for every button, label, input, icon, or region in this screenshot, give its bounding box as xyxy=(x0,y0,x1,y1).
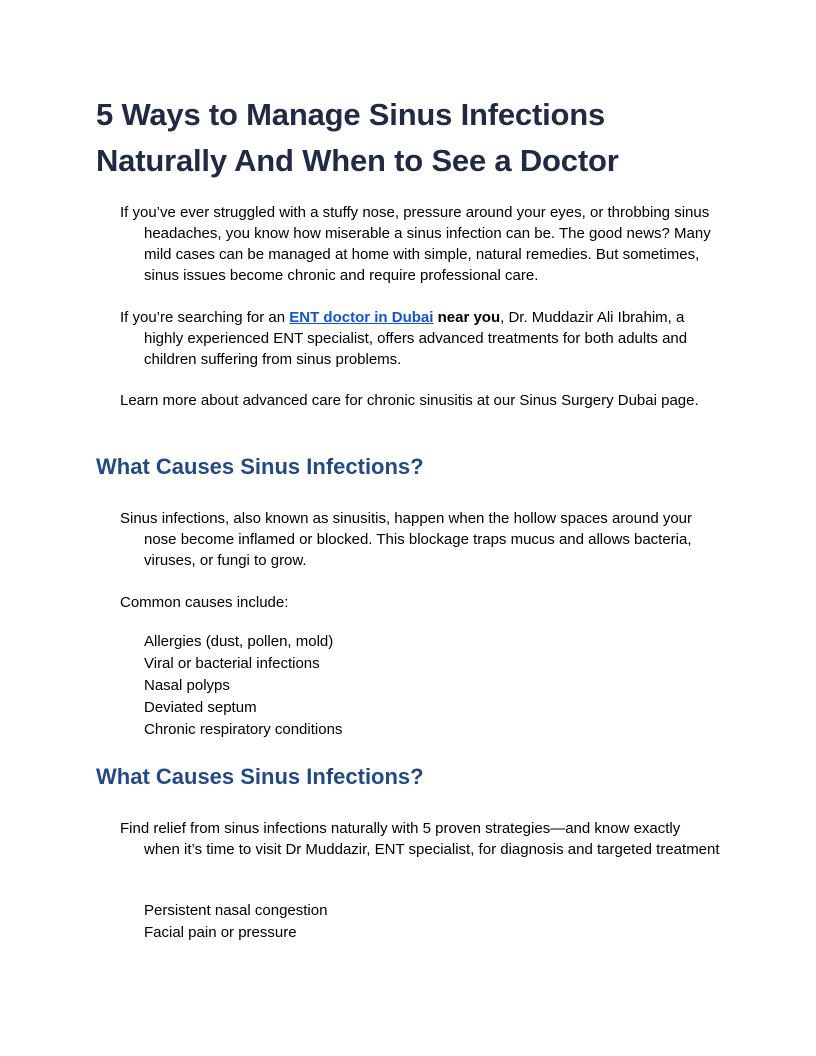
ent-doctor-dubai-link[interactable]: ENT doctor in Dubai xyxy=(289,309,434,326)
intro-paragraph-3: Learn more about advanced care for chronic sinusitis at our Sinus Surgery Dubai page. xyxy=(120,392,699,409)
list-item: Nasal polyps xyxy=(144,677,230,694)
list-item: Chronic respiratory conditions xyxy=(144,721,343,738)
intro-paragraph-2-bold: near you xyxy=(433,309,501,326)
list-item: Viral or bacterial infections xyxy=(144,655,320,672)
section-2-paragraph-1: Find relief from sinus infections naturally with 5 proven strategies—and know exactly when it’s time to visit Dr Muddazir, ENT specialist, for diagnosis and targeted treatment xyxy=(120,820,720,858)
section-2-heading: What Causes Sinus Infections? xyxy=(96,764,424,789)
section-1-heading: What Causes Sinus Infections? xyxy=(96,454,424,479)
intro-paragraph-2-before: If you’re searching for an xyxy=(120,309,290,326)
causes-list xyxy=(144,631,342,741)
list-item: Deviated septum xyxy=(144,699,257,716)
section-1-paragraph-1: Sinus infections, also known as sinusitis, happen when the hollow spaces around your nose become inflamed or blocked. This blockage traps mucus and allows bacteria, viruses, or fungi to grow. xyxy=(120,510,693,569)
list-item: Persistent nasal congestion xyxy=(144,902,328,919)
list-item: Facial pain or pressure xyxy=(144,924,297,941)
intro-paragraph-2 xyxy=(120,307,720,370)
symptoms-list xyxy=(144,900,327,944)
list-item: Allergies (dust, pollen, mold) xyxy=(144,633,334,650)
intro-paragraph-1: If you’ve ever struggled with a stuffy nose, pressure around your eyes, or throbbing sinus headaches, you know how miserable a sinus infection can be. The good news? Many mild cases can be managed at home with simple, natural remedies. But sometimes, sinus issues become chronic and require professional care. xyxy=(120,204,711,284)
section-1-paragraph-2: Common causes include: xyxy=(120,594,289,611)
page-title: 5 Ways to Manage Sinus Infections Naturally And When to See a Doctor xyxy=(96,97,619,178)
intro-paragraph-2-after: , Dr. Muddazir Ali Ibrahim, a highly experienced ENT specialist, offers advanced treatments for both adults and children suffering from sinus problems. xyxy=(144,309,688,368)
